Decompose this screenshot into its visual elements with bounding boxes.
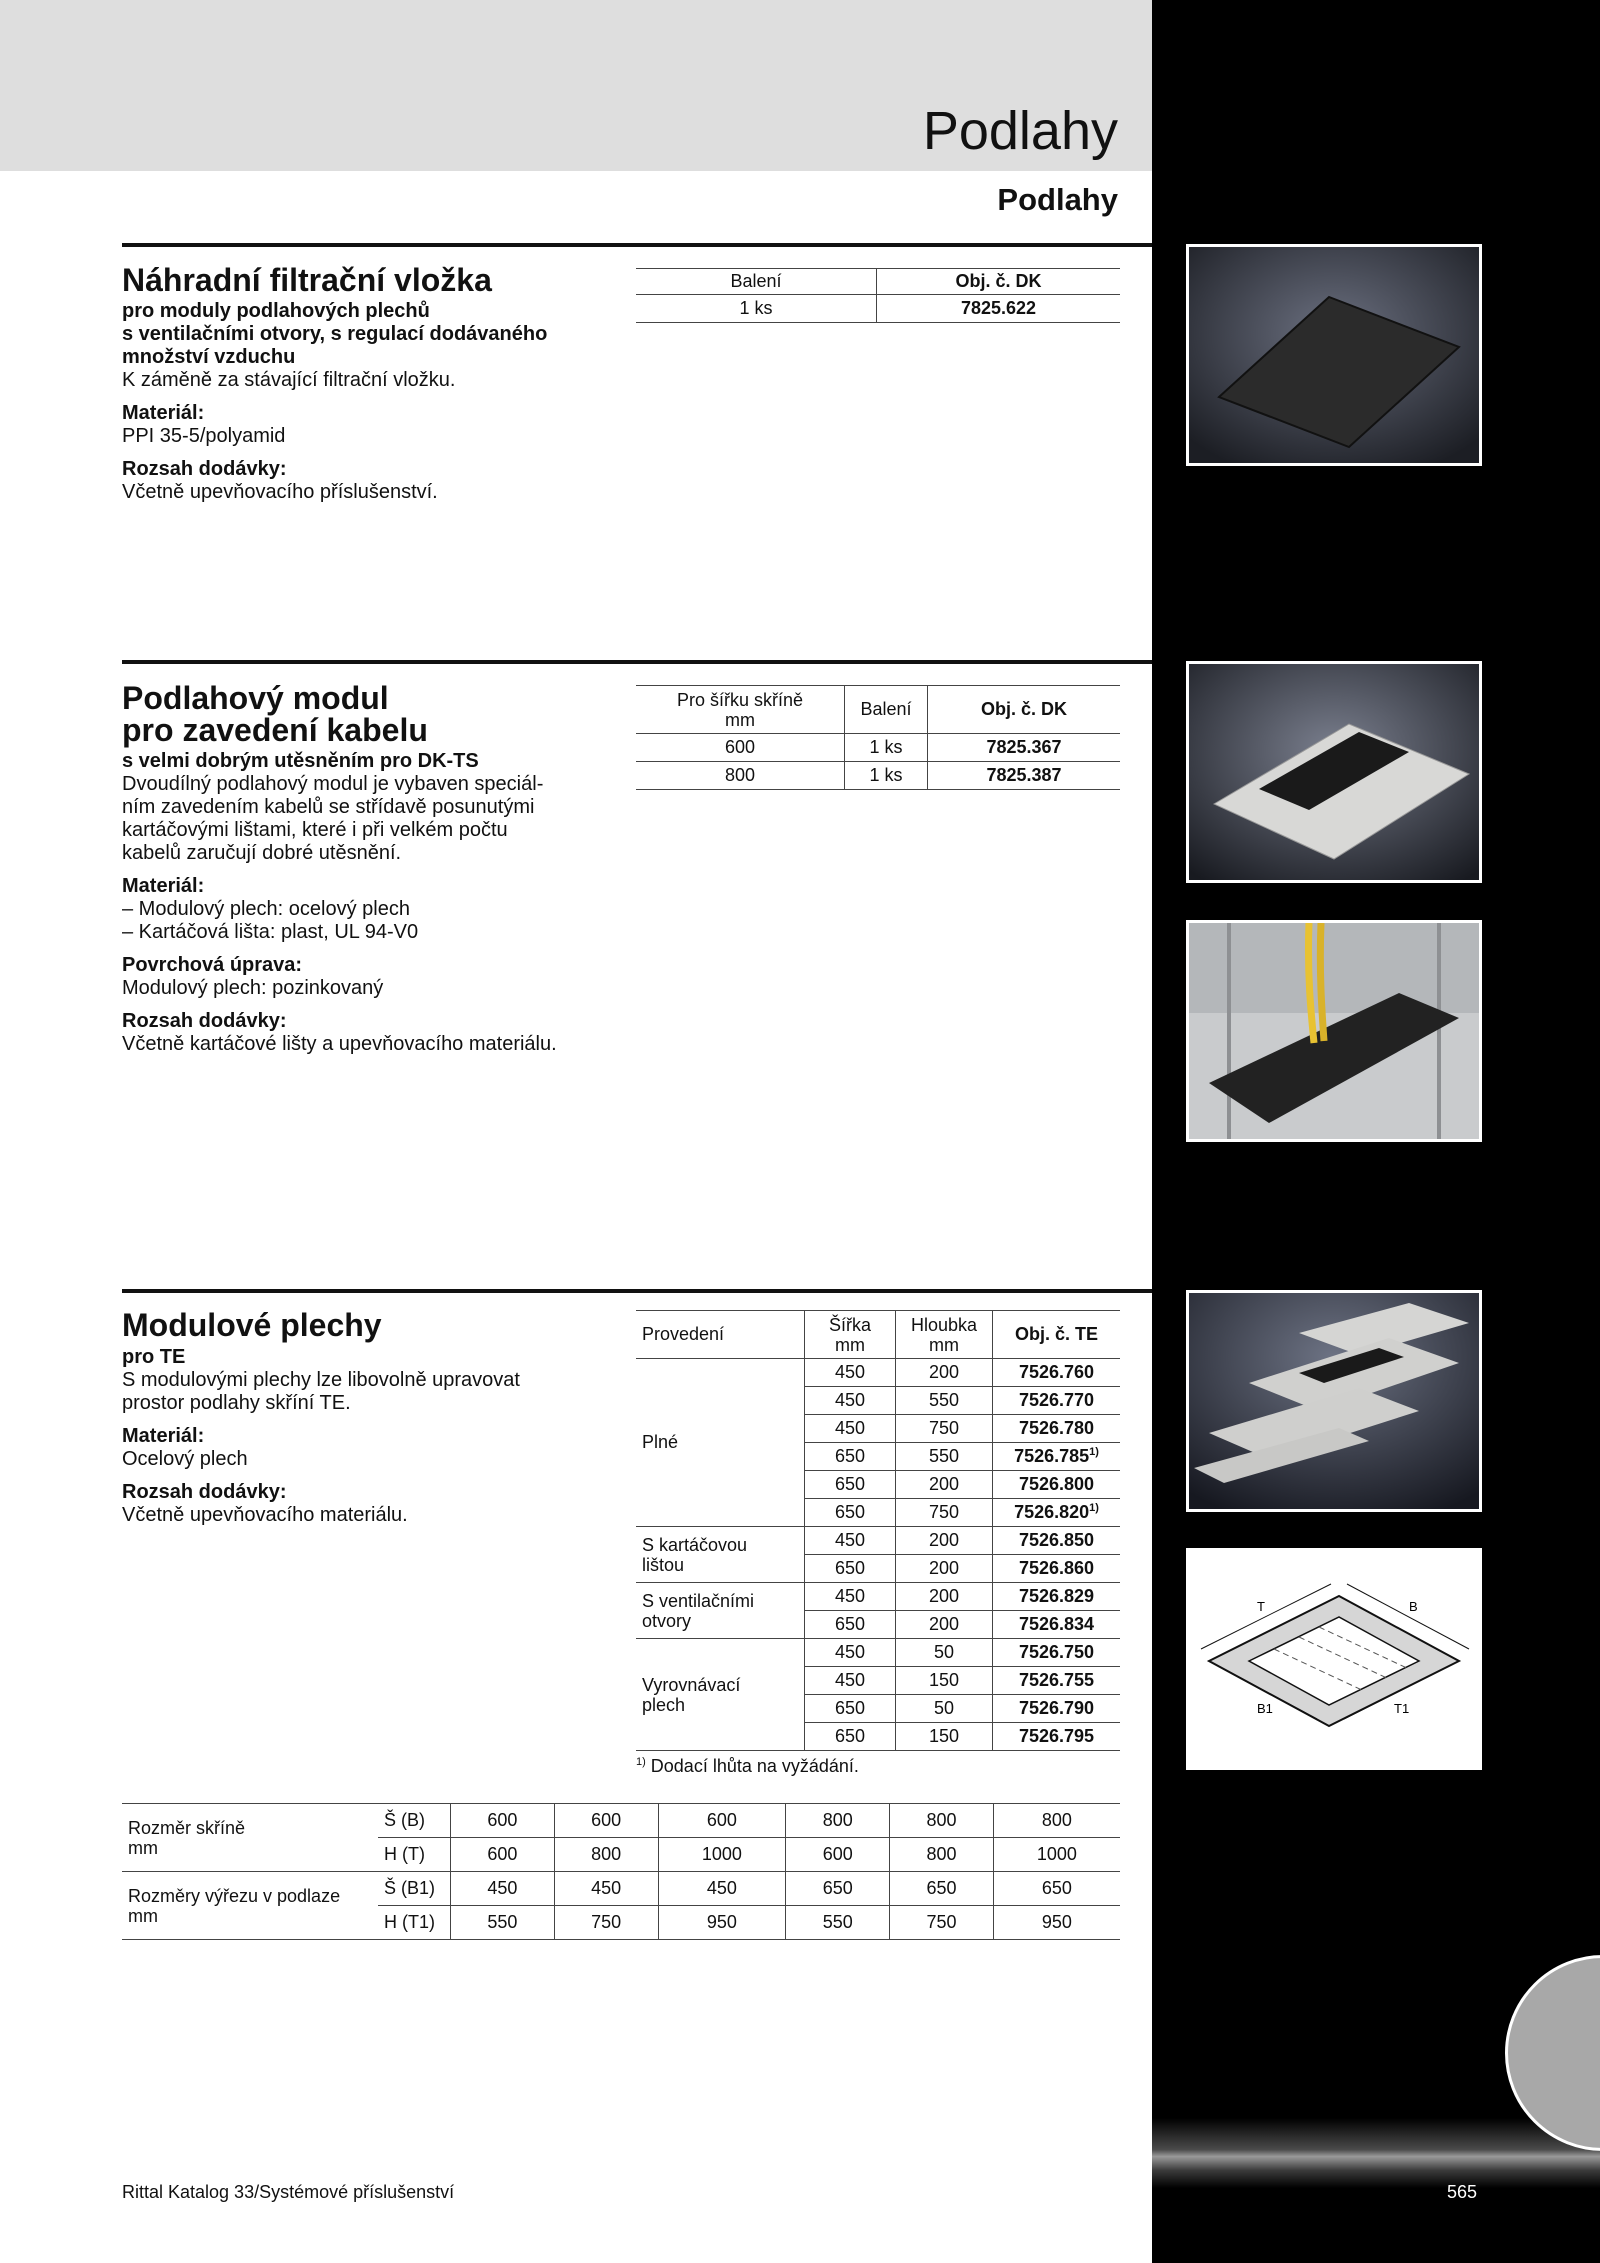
table-cell: 200	[896, 1583, 993, 1611]
table-cell: 1 ks	[845, 734, 928, 762]
table-cell: 50	[896, 1639, 993, 1667]
section2-surface: Modulový plech: pozinkovaný	[122, 977, 384, 999]
table-group-label: Plné	[636, 1359, 805, 1527]
table-cell: 7526.790	[993, 1695, 1121, 1723]
section3-material: Ocelový plech	[122, 1448, 248, 1470]
table-cell: Š (B)	[378, 1804, 451, 1838]
module-plates-photo	[1186, 1290, 1482, 1512]
table-row	[122, 1872, 1120, 1906]
table-cell: 950	[658, 1906, 786, 1940]
table-cell: 650	[805, 1723, 896, 1751]
section2-description-line: kabelů zaručují dobré utěsnění.	[122, 842, 402, 864]
table-group-label	[636, 1583, 805, 1639]
table-cell: 450	[451, 1872, 555, 1906]
table-cell: H (T)	[378, 1838, 451, 1872]
page-subtitle: Podlahy	[997, 182, 1118, 217]
table-row	[636, 762, 1120, 790]
section2-subtitle: s velmi dobrým utěsněním pro DK-TS	[122, 750, 479, 772]
table-row	[636, 1639, 1120, 1667]
table-cell: 7526.780	[993, 1415, 1121, 1443]
table-cell: 150	[896, 1667, 993, 1695]
table-cell: 1 ks	[845, 762, 928, 790]
table-row	[636, 295, 1120, 323]
table-header: Balení	[636, 269, 877, 295]
table-header-line: mm	[929, 1334, 959, 1355]
page-number: 565	[1447, 2182, 1478, 2202]
section1-subtitle-line: pro moduly podlahových plechů	[122, 300, 430, 322]
table-cell: 650	[805, 1555, 896, 1583]
section1-subtitle-line: s ventilačními otvory, s regulací dodávaného	[122, 323, 548, 345]
table-row	[636, 1527, 1120, 1555]
table-cell: 450	[805, 1583, 896, 1611]
section1-subtitle-line: množství vzduchu	[122, 346, 296, 368]
table-cell: 450	[805, 1387, 896, 1415]
table-cell: 800	[890, 1804, 994, 1838]
section3-order-table	[636, 1310, 1120, 1751]
section1-scope-label: Rozsah dodávky:	[122, 458, 287, 480]
table-cell: 1000	[993, 1838, 1120, 1872]
section2-description-line: kartáčovými lištami, které i při velkém počtu	[122, 819, 508, 841]
table-cell: 200	[896, 1555, 993, 1583]
table-cell: 7526.850	[993, 1527, 1121, 1555]
section1-order-table	[636, 268, 1120, 323]
filter-insert-image	[1189, 247, 1479, 463]
section1-material-label: Materiál:	[122, 402, 205, 424]
table-cell: 7825.622	[877, 295, 1121, 323]
section3-title: Modulové plechy	[122, 1307, 382, 1343]
table-cell: 550	[786, 1906, 890, 1940]
table-cell: 7825.387	[928, 762, 1121, 790]
table-header-line: mm	[725, 709, 755, 730]
group-label-line: mm	[128, 1905, 158, 1926]
group-label-line: otvory	[642, 1610, 692, 1631]
group-label-line: mm	[128, 1837, 158, 1858]
group-label-line: S ventilačními	[642, 1590, 755, 1611]
module-plates-image	[1189, 1293, 1479, 1509]
section3-description-line: prostor podlahy skříní TE.	[122, 1392, 351, 1414]
table-header-line: Hloubka	[910, 1314, 978, 1335]
table-cell: 650	[805, 1695, 896, 1723]
table-header	[805, 1311, 896, 1359]
table-group-label	[636, 1639, 805, 1751]
section3-material-label: Materiál:	[122, 1425, 205, 1447]
table-cell: 800	[636, 762, 845, 790]
dimension-group-label	[122, 1872, 378, 1940]
section2-body	[122, 750, 592, 1056]
table-cell: 600	[451, 1804, 555, 1838]
table-cell: 7526.785$^{1)}$	[993, 1443, 1121, 1471]
table-cell: 7526.834	[993, 1611, 1121, 1639]
dimension-group-label	[122, 1804, 378, 1872]
table-cell: 800	[993, 1804, 1120, 1838]
section2-order-table	[636, 685, 1120, 790]
section2-title-line: Podlahový modul	[122, 680, 389, 716]
cable-entry-installed-image	[1189, 923, 1479, 1139]
table-cell: Š (B1)	[378, 1872, 451, 1906]
group-label-line: Rozměry výřezu v podlaze	[128, 1885, 341, 1906]
table-row	[636, 1583, 1120, 1611]
table-cell: 650	[805, 1499, 896, 1527]
diagram-label-t1: T1	[1394, 1701, 1410, 1716]
footnote: $^{1)}$ Dodací lhůta na vyžádání.	[636, 1756, 859, 1776]
table-cell: 7526.750	[993, 1639, 1121, 1667]
section-rule	[122, 1289, 1152, 1293]
table-cell: 650	[805, 1443, 896, 1471]
table-header: Obj. č. TE	[993, 1311, 1121, 1359]
dimensions-table	[122, 1803, 1120, 1940]
table-cell: 450	[805, 1667, 896, 1695]
table-header-line: mm	[835, 1334, 865, 1355]
table-cell: 7526.760	[993, 1359, 1121, 1387]
table-header: Balení	[845, 686, 928, 734]
table-cell: 600	[658, 1804, 786, 1838]
section1-scope: Včetně upevňovacího příslušenství.	[122, 481, 438, 503]
section-rule	[122, 660, 1152, 664]
table-cell: H (T1)	[378, 1906, 451, 1940]
cable-entry-module-photo	[1186, 661, 1482, 883]
section3-subtitle: pro TE	[122, 1346, 186, 1368]
table-cell: 200	[896, 1471, 993, 1499]
table-cell: 750	[896, 1499, 993, 1527]
table-cell: 650	[890, 1872, 994, 1906]
section3-description-line: S modulovými plechy lze libovolně upravovat	[122, 1369, 520, 1391]
section1-title: Náhradní filtrační vložka	[122, 262, 492, 298]
table-header-line: Šířka	[828, 1314, 871, 1335]
table-cell: 750	[890, 1906, 994, 1940]
section2-scope-label: Rozsah dodávky:	[122, 1010, 287, 1032]
filter-insert-photo	[1186, 244, 1482, 466]
section2-scope: Včetně kartáčové lišty a upevňovacího materiálu.	[122, 1033, 557, 1055]
table-header	[636, 686, 845, 734]
group-label-line: lištou	[642, 1554, 685, 1575]
table-cell: 200	[896, 1527, 993, 1555]
table-header: Obj. č. DK	[928, 686, 1121, 734]
floor-cutout-drawing	[1189, 1551, 1479, 1767]
table-cell: 650	[786, 1872, 890, 1906]
table-cell: 450	[805, 1527, 896, 1555]
group-label-line: plech	[642, 1694, 686, 1715]
table-cell: 800	[554, 1838, 658, 1872]
table-cell: 150	[896, 1723, 993, 1751]
table-cell: 7825.367	[928, 734, 1121, 762]
table-cell: 450	[554, 1872, 658, 1906]
section-rule	[122, 243, 1152, 247]
table-cell: 600	[786, 1838, 890, 1872]
section2-surface-label: Povrchová úprava:	[122, 954, 303, 976]
table-cell: 200	[896, 1359, 993, 1387]
section3-scope: Včetně upevňovacího materiálu.	[122, 1504, 408, 1526]
table-cell: 750	[896, 1415, 993, 1443]
table-cell: 550	[451, 1906, 555, 1940]
table-cell: 1000	[658, 1838, 786, 1872]
cable-entry-installed-photo	[1186, 920, 1482, 1142]
table-row	[122, 1804, 1120, 1838]
table-cell: 450	[805, 1359, 896, 1387]
floor-cutout-diagram	[1186, 1548, 1482, 1770]
table-cell: 7526.829	[993, 1583, 1121, 1611]
footer-catalog: Rittal Katalog 33/Systémové příslušenství	[122, 2182, 455, 2202]
table-cell: 550	[896, 1387, 993, 1415]
section1-material: PPI 35-5/polyamid	[122, 425, 286, 447]
section2-title-line: pro zavedení kabelu	[122, 712, 428, 748]
table-cell: 450	[658, 1872, 786, 1906]
table-header: Provedení	[636, 1311, 805, 1359]
diagram-label-t: T	[1257, 1599, 1265, 1614]
section2-material-label: Materiál:	[122, 875, 205, 897]
table-cell: 800	[786, 1804, 890, 1838]
group-label-line: Rozměr skříně	[128, 1817, 246, 1838]
table-row	[636, 1359, 1120, 1387]
table-header	[896, 1311, 993, 1359]
table-cell: 800	[890, 1838, 994, 1872]
table-cell: 7526.800	[993, 1471, 1121, 1499]
table-cell: 450	[805, 1639, 896, 1667]
section3-body	[122, 1346, 592, 1527]
table-cell: 650	[805, 1471, 896, 1499]
table-header: Obj. č. DK	[877, 269, 1121, 295]
table-cell: 50	[896, 1695, 993, 1723]
table-cell: 650	[993, 1872, 1120, 1906]
section2-material-item: – Modulový plech: ocelový plech	[122, 898, 410, 920]
table-header-line: Pro šířku skříně	[676, 689, 804, 710]
table-cell: 600	[636, 734, 845, 762]
group-label-line: S kartáčovou	[642, 1534, 748, 1555]
table-row	[636, 734, 1120, 762]
table-cell: 200	[896, 1611, 993, 1639]
table-cell: 7526.770	[993, 1387, 1121, 1415]
diagram-label-b1: B1	[1257, 1701, 1273, 1716]
table-cell: 7526.860	[993, 1555, 1121, 1583]
table-cell: 550	[896, 1443, 993, 1471]
table-cell: 1 ks	[636, 295, 877, 323]
section2-description-line: ním zavedením kabelů se střídavě posunutými	[122, 796, 535, 818]
table-cell: 600	[451, 1838, 555, 1872]
side-band-sheen	[1152, 2118, 1600, 2188]
table-cell: 7526.820$^{1)}$	[993, 1499, 1121, 1527]
diagram-label-b: B	[1409, 1599, 1418, 1614]
table-cell: 7526.795	[993, 1723, 1121, 1751]
section1-description: K záměně za stávající filtrační vložku.	[122, 369, 456, 391]
section1-body	[122, 300, 592, 504]
table-cell: 600	[554, 1804, 658, 1838]
table-cell: 950	[993, 1906, 1120, 1940]
table-cell: 450	[805, 1415, 896, 1443]
section3-scope-label: Rozsah dodávky:	[122, 1481, 287, 1503]
section2-material-item: – Kartáčová lišta: plast, UL 94-V0	[122, 921, 419, 943]
table-cell: 650	[805, 1611, 896, 1639]
cable-entry-module-image	[1189, 664, 1479, 880]
table-group-label	[636, 1527, 805, 1583]
table-cell: 7526.755	[993, 1667, 1121, 1695]
table-cell: 750	[554, 1906, 658, 1940]
group-label-line: Vyrovnávací	[642, 1674, 741, 1695]
page-title: Podlahy	[922, 101, 1118, 161]
section2-description-line: Dvoudílný podlahový modul je vybaven speciál-	[122, 773, 544, 795]
